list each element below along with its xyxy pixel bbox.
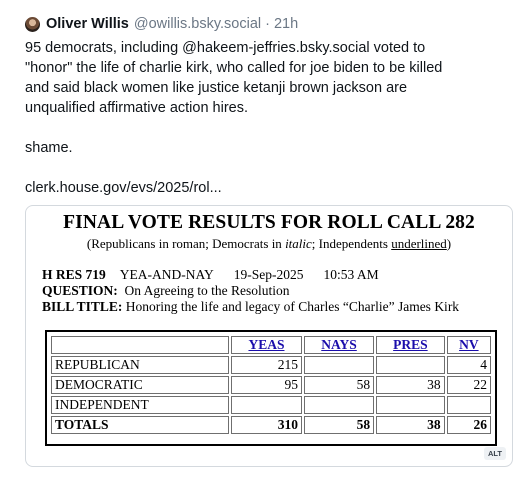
post-text-line: 95 democrats, including @hakeem-jeffries.bsky.social voted to bbox=[25, 40, 426, 56]
header-pres: PRES bbox=[376, 336, 445, 354]
nays-cell: 58 bbox=[304, 376, 374, 394]
pres-cell: 38 bbox=[376, 416, 445, 434]
vote-time: 10:53 AM bbox=[323, 267, 379, 282]
document-subtitle bbox=[26, 236, 512, 252]
nv-cell: 22 bbox=[447, 376, 491, 394]
party-cell: INDEPENDENT bbox=[51, 396, 229, 414]
pres-cell: 38 bbox=[376, 376, 445, 394]
post-header bbox=[25, 14, 298, 34]
party-cell: REPUBLICAN bbox=[51, 356, 229, 374]
post-text bbox=[25, 38, 515, 198]
subtitle-mid: ; Independents bbox=[311, 236, 392, 251]
author-name[interactable]: Oliver Willis bbox=[46, 16, 129, 32]
yeas-cell: 310 bbox=[231, 416, 302, 434]
separator: · bbox=[265, 16, 270, 32]
post-text-line: "honor" the life of charlie kirk, who called for joe biden to be killed bbox=[25, 60, 443, 76]
question-line bbox=[42, 283, 290, 299]
question-text: On Agreeing to the Resolution bbox=[124, 283, 290, 298]
question-label: QUESTION: bbox=[42, 283, 118, 298]
document-title: FINAL VOTE RESULTS FOR ROLL CALL 282 bbox=[63, 212, 475, 233]
image-embed[interactable] bbox=[25, 205, 513, 467]
header-yeas: YEAS bbox=[231, 336, 302, 354]
subtitle-open: (Republicans in roman; Democrats in bbox=[86, 236, 286, 251]
table-row bbox=[51, 356, 491, 374]
pres-cell bbox=[376, 356, 445, 374]
vote-meta bbox=[42, 267, 379, 283]
nays-cell: 58 bbox=[304, 416, 374, 434]
table-header-row bbox=[51, 336, 491, 354]
yeas-cell bbox=[231, 396, 302, 414]
header-nv: NV bbox=[447, 336, 491, 354]
subtitle-close: ) bbox=[446, 236, 452, 251]
header-nays: NAYS bbox=[304, 336, 374, 354]
party-cell: TOTALS bbox=[51, 416, 229, 434]
results-table bbox=[49, 334, 493, 436]
nv-cell: 4 bbox=[447, 356, 491, 374]
party-cell: DEMOCRATIC bbox=[51, 376, 229, 394]
roll-call-document bbox=[26, 206, 512, 466]
vote-date: 19-Sep-2025 bbox=[233, 267, 304, 282]
bill-title-label: BILL TITLE: bbox=[42, 299, 123, 314]
pres-cell bbox=[376, 396, 445, 414]
bill-title-line bbox=[42, 299, 459, 315]
post-time[interactable]: 21h bbox=[273, 16, 299, 32]
nays-cell bbox=[304, 356, 374, 374]
post-text-shame: shame. bbox=[25, 140, 73, 156]
avatar[interactable] bbox=[25, 17, 40, 32]
yeas-cell: 95 bbox=[231, 376, 302, 394]
totals-row bbox=[51, 416, 491, 434]
post-text-line: and said black women like justice ketanji brown jackson are bbox=[25, 80, 408, 96]
subtitle-italic: italic bbox=[285, 236, 312, 251]
nv-cell: 26 bbox=[447, 416, 491, 434]
table-row bbox=[51, 396, 491, 414]
author-handle[interactable]: @owillis.bsky.social bbox=[133, 16, 262, 32]
alt-text-badge[interactable]: ALT bbox=[484, 447, 506, 460]
nv-cell bbox=[447, 396, 491, 414]
bill-number: H RES 719 bbox=[42, 267, 106, 282]
results-table-frame bbox=[45, 330, 497, 446]
vote-type: YEA-AND-NAY bbox=[119, 267, 214, 282]
header-blank bbox=[51, 336, 229, 354]
nays-cell bbox=[304, 396, 374, 414]
table-row bbox=[51, 376, 491, 394]
post-link[interactable]: clerk.house.gov/evs/2025/rol... bbox=[25, 180, 222, 196]
subtitle-underlined: underlined bbox=[391, 236, 447, 251]
bill-title-text: Honoring the life and legacy of Charles “Charlie” James Kirk bbox=[125, 299, 460, 314]
yeas-cell: 215 bbox=[231, 356, 302, 374]
post-text-line: unqualified affirmative action hires. bbox=[25, 100, 248, 116]
